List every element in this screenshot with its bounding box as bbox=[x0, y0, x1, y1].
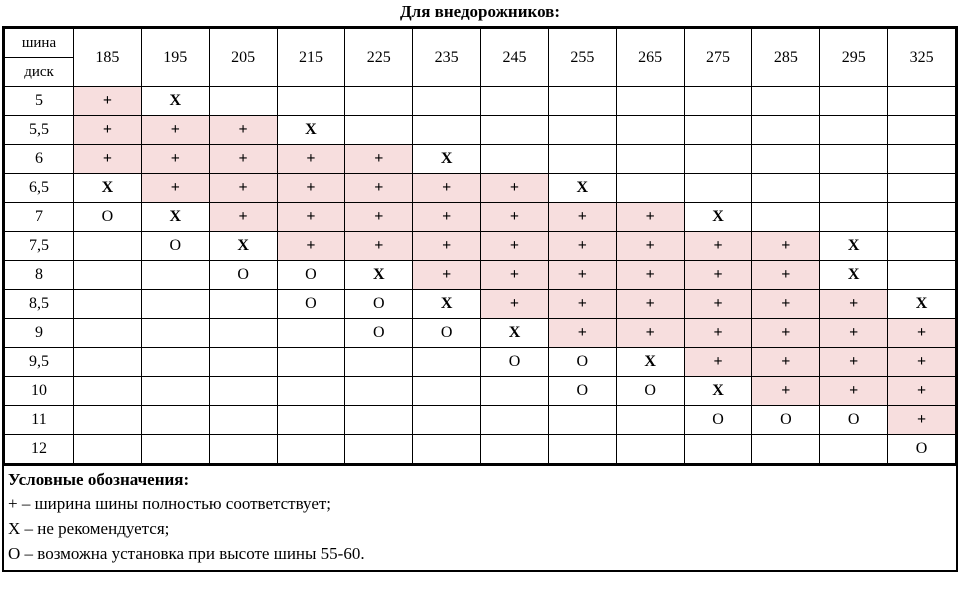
fitment-cell: + bbox=[616, 319, 684, 348]
fitment-cell: O bbox=[413, 319, 481, 348]
fitment-cell bbox=[481, 116, 549, 145]
table-row bbox=[5, 174, 956, 203]
fitment-cell: + bbox=[752, 348, 820, 377]
fitment-cell bbox=[209, 406, 277, 435]
fitment-cell: + bbox=[752, 319, 820, 348]
fitment-cell bbox=[209, 319, 277, 348]
fitment-cell: + bbox=[820, 348, 888, 377]
fitment-cell bbox=[684, 145, 752, 174]
fitment-cell: + bbox=[684, 319, 752, 348]
fitment-cell bbox=[752, 203, 820, 232]
fitment-cell: X bbox=[548, 174, 616, 203]
fitment-cell bbox=[277, 435, 345, 464]
row-header: 8,5 bbox=[5, 290, 74, 319]
table-row bbox=[5, 87, 956, 116]
fitment-cell: X bbox=[345, 261, 413, 290]
fitment-cell: + bbox=[141, 145, 209, 174]
corner-label-tyre: шина bbox=[5, 29, 73, 58]
fitment-cell: + bbox=[752, 261, 820, 290]
fitment-cell bbox=[820, 203, 888, 232]
fitment-cell bbox=[345, 87, 413, 116]
fitment-cell bbox=[74, 377, 142, 406]
fitment-cell: X bbox=[684, 377, 752, 406]
table-row bbox=[5, 348, 956, 377]
fitment-cell bbox=[277, 377, 345, 406]
fitment-cell: + bbox=[684, 232, 752, 261]
fitment-cell: O bbox=[548, 377, 616, 406]
fitment-cell bbox=[74, 261, 142, 290]
fitment-cell: X bbox=[74, 174, 142, 203]
fitment-cell: + bbox=[888, 377, 956, 406]
table-row bbox=[5, 290, 956, 319]
column-header-205: 205 bbox=[209, 29, 277, 87]
legend-line-x: X – не рекомендуется; bbox=[8, 519, 170, 538]
fitment-cell: O bbox=[888, 435, 956, 464]
column-header-255: 255 bbox=[548, 29, 616, 87]
fitment-cell bbox=[277, 87, 345, 116]
fitment-cell bbox=[752, 116, 820, 145]
table-row bbox=[5, 232, 956, 261]
column-header-225: 225 bbox=[345, 29, 413, 87]
fitment-cell: + bbox=[413, 261, 481, 290]
fitment-cell: + bbox=[209, 145, 277, 174]
fitment-cell: + bbox=[684, 290, 752, 319]
fitment-cell bbox=[345, 406, 413, 435]
fitment-cell: + bbox=[548, 290, 616, 319]
fitment-cell: + bbox=[209, 203, 277, 232]
fitment-cell bbox=[413, 435, 481, 464]
fitment-cell bbox=[684, 116, 752, 145]
row-header: 10 bbox=[5, 377, 74, 406]
fitment-cell: + bbox=[345, 145, 413, 174]
fitment-cell bbox=[481, 435, 549, 464]
fitment-cell: + bbox=[74, 145, 142, 174]
fitment-cell: + bbox=[888, 348, 956, 377]
fitment-cell bbox=[684, 87, 752, 116]
row-header: 7,5 bbox=[5, 232, 74, 261]
fitment-cell: + bbox=[548, 261, 616, 290]
fitment-cell bbox=[277, 406, 345, 435]
fitment-cell: X bbox=[616, 348, 684, 377]
fitment-cell: O bbox=[820, 406, 888, 435]
row-header: 7 bbox=[5, 203, 74, 232]
fitment-cell: X bbox=[413, 290, 481, 319]
fitment-cell bbox=[74, 232, 142, 261]
fitment-cell: + bbox=[345, 232, 413, 261]
fitment-cell bbox=[345, 348, 413, 377]
fitment-cell: X bbox=[277, 116, 345, 145]
fitment-cell bbox=[684, 435, 752, 464]
fitment-cell: X bbox=[413, 145, 481, 174]
fitment-cell bbox=[413, 377, 481, 406]
fitment-cell: + bbox=[752, 232, 820, 261]
fitment-cell bbox=[752, 174, 820, 203]
row-header: 9,5 bbox=[5, 348, 74, 377]
fitment-cell bbox=[548, 87, 616, 116]
fitment-cell: + bbox=[684, 261, 752, 290]
fitment-cell: + bbox=[481, 174, 549, 203]
fitment-cell: X bbox=[209, 232, 277, 261]
row-header: 11 bbox=[5, 406, 74, 435]
fitment-cell bbox=[616, 406, 684, 435]
fitment-cell: + bbox=[209, 116, 277, 145]
fitment-cell bbox=[413, 87, 481, 116]
fitment-cell bbox=[888, 145, 956, 174]
fitment-cell: + bbox=[888, 319, 956, 348]
fitment-cell: O bbox=[209, 261, 277, 290]
corner-label-rim: диск bbox=[24, 64, 54, 80]
column-header-195: 195 bbox=[141, 29, 209, 87]
table-row bbox=[5, 319, 956, 348]
fitment-cell: + bbox=[820, 377, 888, 406]
fitment-cell bbox=[888, 174, 956, 203]
fitment-cell bbox=[141, 406, 209, 435]
fitment-cell: + bbox=[345, 203, 413, 232]
fitment-cell: + bbox=[684, 348, 752, 377]
fitment-cell: X bbox=[141, 87, 209, 116]
fitment-cell bbox=[548, 116, 616, 145]
fitment-cell bbox=[752, 145, 820, 174]
fitment-cell bbox=[277, 319, 345, 348]
fitment-cell bbox=[74, 435, 142, 464]
row-header: 6,5 bbox=[5, 174, 74, 203]
fitment-cell bbox=[616, 435, 684, 464]
fitment-cell bbox=[74, 290, 142, 319]
fitment-cell: O bbox=[277, 261, 345, 290]
fitment-cell: X bbox=[481, 319, 549, 348]
fitment-cell: + bbox=[141, 174, 209, 203]
table-row bbox=[5, 116, 956, 145]
table-header bbox=[5, 29, 956, 87]
fitment-cell bbox=[752, 435, 820, 464]
column-header-185: 185 bbox=[74, 29, 142, 87]
corner-inner bbox=[5, 29, 73, 86]
fitment-cell bbox=[209, 290, 277, 319]
fitment-cell bbox=[74, 319, 142, 348]
fitment-cell bbox=[820, 145, 888, 174]
fitment-cell: O bbox=[345, 319, 413, 348]
column-header-245: 245 bbox=[481, 29, 549, 87]
table-row bbox=[5, 203, 956, 232]
fitment-cell: O bbox=[277, 290, 345, 319]
tyre-rim-table bbox=[4, 28, 956, 464]
fitment-cell bbox=[820, 116, 888, 145]
fitment-cell bbox=[345, 435, 413, 464]
fitment-cell: + bbox=[141, 116, 209, 145]
fitment-cell: + bbox=[820, 290, 888, 319]
fitment-cell: + bbox=[481, 261, 549, 290]
fitment-cell bbox=[616, 87, 684, 116]
fitment-cell bbox=[820, 174, 888, 203]
fitment-cell bbox=[413, 406, 481, 435]
table-row bbox=[5, 435, 956, 464]
fitment-cell: O bbox=[752, 406, 820, 435]
fitment-cell: X bbox=[820, 261, 888, 290]
fitment-cell: + bbox=[345, 174, 413, 203]
row-header: 12 bbox=[5, 435, 74, 464]
column-header-325: 325 bbox=[888, 29, 956, 87]
fitment-cell: + bbox=[277, 174, 345, 203]
fitment-cell: X bbox=[141, 203, 209, 232]
fitment-cell: + bbox=[616, 232, 684, 261]
fitment-cell bbox=[74, 348, 142, 377]
fitment-cell bbox=[888, 232, 956, 261]
fitment-cell bbox=[548, 145, 616, 174]
column-header-295: 295 bbox=[820, 29, 888, 87]
fitment-cell bbox=[820, 87, 888, 116]
row-header: 6 bbox=[5, 145, 74, 174]
fitment-cell bbox=[616, 174, 684, 203]
fitment-cell: + bbox=[616, 203, 684, 232]
row-header: 5 bbox=[5, 87, 74, 116]
fitment-cell bbox=[888, 116, 956, 145]
table-row bbox=[5, 406, 956, 435]
fitment-cell bbox=[345, 116, 413, 145]
fitment-cell bbox=[141, 290, 209, 319]
fitment-cell bbox=[141, 319, 209, 348]
fitment-cell bbox=[888, 203, 956, 232]
fitment-cell bbox=[209, 377, 277, 406]
fitment-cell: + bbox=[752, 377, 820, 406]
fitment-cell bbox=[888, 87, 956, 116]
fitment-cell bbox=[141, 377, 209, 406]
column-header-265: 265 bbox=[616, 29, 684, 87]
fitment-cell bbox=[141, 348, 209, 377]
fitment-cell: + bbox=[548, 319, 616, 348]
fitment-cell bbox=[209, 435, 277, 464]
fitment-cell bbox=[141, 261, 209, 290]
fitment-cell bbox=[616, 116, 684, 145]
fitment-cell: + bbox=[548, 203, 616, 232]
fitment-cell bbox=[481, 406, 549, 435]
column-header-235: 235 bbox=[413, 29, 481, 87]
fitment-cell bbox=[548, 406, 616, 435]
fitment-cell bbox=[481, 87, 549, 116]
table-row bbox=[5, 261, 956, 290]
fitment-cell bbox=[548, 435, 616, 464]
fitment-cell bbox=[413, 348, 481, 377]
fitment-cell: O bbox=[74, 203, 142, 232]
fitment-cell bbox=[752, 87, 820, 116]
fitment-cell: + bbox=[74, 116, 142, 145]
legend-title: Условные обозначения: bbox=[8, 470, 190, 489]
fitment-cell: + bbox=[820, 319, 888, 348]
fitment-cell: O bbox=[345, 290, 413, 319]
column-header-215: 215 bbox=[277, 29, 345, 87]
fitment-cell bbox=[481, 145, 549, 174]
fitment-cell bbox=[141, 435, 209, 464]
fitment-cell: O bbox=[616, 377, 684, 406]
fitment-cell bbox=[888, 261, 956, 290]
tyre-rim-table-container bbox=[2, 26, 958, 572]
table-corner-header bbox=[5, 29, 74, 87]
row-header: 9 bbox=[5, 319, 74, 348]
table-header-row bbox=[5, 29, 956, 87]
fitment-cell: X bbox=[888, 290, 956, 319]
fitment-cell: O bbox=[141, 232, 209, 261]
legend-line-plus: + – ширина шины полностью соответствует; bbox=[8, 494, 332, 513]
fitment-cell: X bbox=[820, 232, 888, 261]
fitment-cell: + bbox=[548, 232, 616, 261]
page-title: Для внедорожников: bbox=[399, 2, 560, 21]
fitment-cell bbox=[820, 435, 888, 464]
fitment-cell: + bbox=[752, 290, 820, 319]
row-header: 8 bbox=[5, 261, 74, 290]
fitment-cell: + bbox=[209, 174, 277, 203]
fitment-cell: O bbox=[481, 348, 549, 377]
fitment-cell: + bbox=[481, 290, 549, 319]
fitment-cell: + bbox=[277, 145, 345, 174]
fitment-cell: + bbox=[74, 87, 142, 116]
fitment-cell bbox=[345, 377, 413, 406]
table-row bbox=[5, 377, 956, 406]
fitment-cell bbox=[684, 174, 752, 203]
fitment-cell: O bbox=[684, 406, 752, 435]
fitment-cell: + bbox=[413, 203, 481, 232]
legend-line-o: O – возможна установка при высоте шины 55-60. bbox=[8, 544, 365, 563]
fitment-cell: + bbox=[616, 261, 684, 290]
fitment-cell: + bbox=[481, 203, 549, 232]
table-body bbox=[5, 87, 956, 464]
fitment-cell: + bbox=[888, 406, 956, 435]
fitment-cell: + bbox=[277, 203, 345, 232]
fitment-cell: + bbox=[481, 232, 549, 261]
table-row bbox=[5, 145, 956, 174]
legend bbox=[4, 464, 956, 570]
column-header-285: 285 bbox=[752, 29, 820, 87]
fitment-cell bbox=[277, 348, 345, 377]
fitment-cell: + bbox=[277, 232, 345, 261]
fitment-cell: O bbox=[548, 348, 616, 377]
fitment-cell bbox=[616, 145, 684, 174]
fitment-cell bbox=[413, 116, 481, 145]
fitment-cell: + bbox=[413, 174, 481, 203]
column-header-275: 275 bbox=[684, 29, 752, 87]
fitment-cell: + bbox=[616, 290, 684, 319]
fitment-cell bbox=[74, 406, 142, 435]
fitment-cell: X bbox=[684, 203, 752, 232]
fitment-cell bbox=[481, 377, 549, 406]
fitment-cell: + bbox=[413, 232, 481, 261]
fitment-cell bbox=[209, 87, 277, 116]
fitment-cell bbox=[209, 348, 277, 377]
row-header: 5,5 bbox=[5, 116, 74, 145]
